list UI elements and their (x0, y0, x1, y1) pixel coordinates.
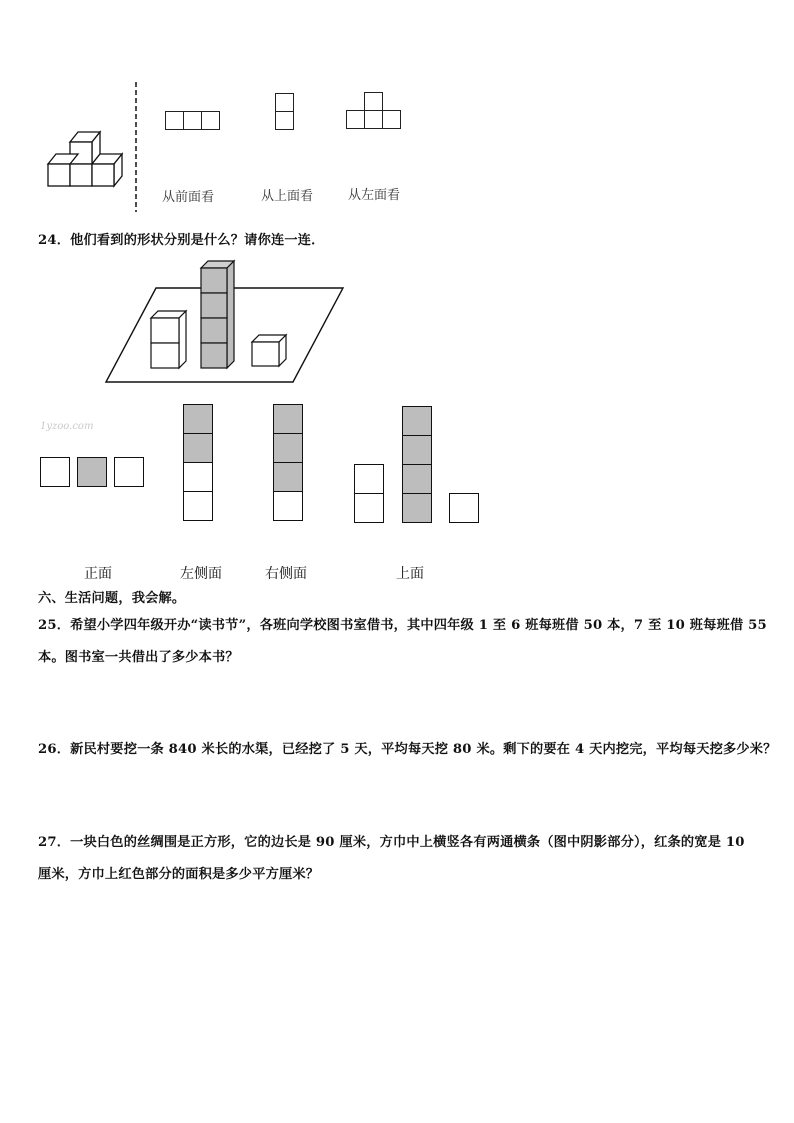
label-front: 正面 (84, 566, 112, 582)
section-6-title: 六、生活问题，我会解。 (38, 591, 186, 606)
q26-line1: 26．新民村要挖一条 840 米长的水渠，已经挖了 5 天，平均每天挖 80 米。剩下的要在 4 天内挖完，平均每天挖多少米？ (38, 742, 777, 757)
q25-line1: 25．希望小学四年级开办“读书节”，各班向学校图书室借书，其中四年级 1 至 6 班每班借 50 本，7 至 10 班每班借 55 (38, 618, 767, 633)
label-left-side: 左侧面 (180, 566, 222, 582)
q24-3d-scene (100, 258, 350, 386)
q25-line2: 本。图书室一共借出了多少本书？ (38, 650, 239, 665)
left-view-caption: 从左面看 (348, 188, 401, 203)
watermark: 1yzoo.com (40, 421, 94, 432)
dashed-divider (133, 82, 139, 212)
q27-line1: 27．一块白色的丝绸围是正方形，它的边长是 90 厘米，方巾中上横竖各有两通横条（图中阴影部分），红条的宽是 10 (38, 835, 745, 850)
q27-line2: 厘米，方巾上红色部分的面积是多少平方厘米？ (38, 867, 320, 882)
q24-text: 24．他们看到的形状分别是什么？请你连一连． (38, 233, 325, 248)
label-top: 上面 (396, 566, 424, 582)
cube-stack-figure (40, 120, 130, 190)
top-view-caption: 从上面看 (261, 189, 314, 204)
label-right-side: 右侧面 (265, 566, 307, 582)
front-view-caption: 从前面看 (162, 190, 215, 205)
